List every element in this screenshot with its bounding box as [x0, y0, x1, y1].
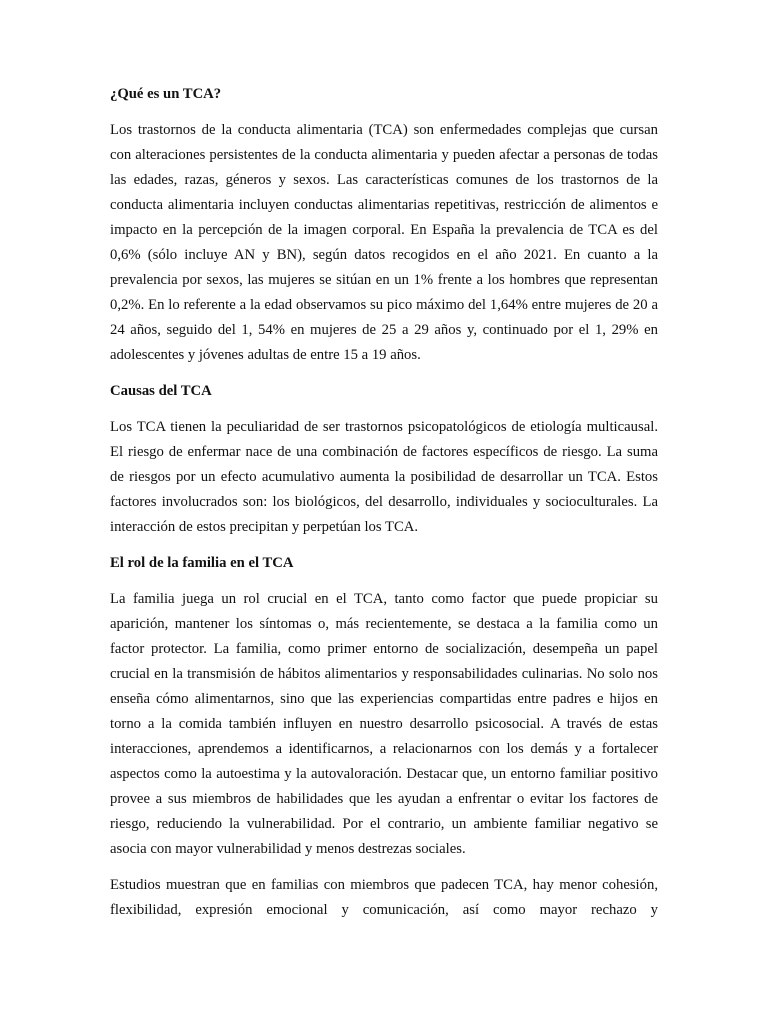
paragraph-estudios: Estudios muestran que en familias con miembros que padecen TCA, hay menor cohesión, flexibilidad, expresión emocional y comunicación, así como mayor rechazo y	[110, 877, 658, 918]
document-page	[110, 82, 658, 934]
paragraph-causas: Los TCA tienen la peculiaridad de ser trastornos psicopatológicos de etiología multicausal. El riesgo de enfermar nace de una combinación de factores específicos de riesgo. La suma de riesgos por un efecto acumulativo aumenta la posibilidad de desarrollar un TCA. Estos factores involucrados son: los biológicos, del desarrollo, individuales y socioculturales. La interacción de estos precipitan y perpetúan los TCA.	[110, 419, 658, 535]
paragraph-que-es-tca: Los trastornos de la conducta alimentaria (TCA) son enfermedades complejas que cursan con alteraciones persistentes de la conducta alimentaria y pueden afectar a personas de todas las edades, razas, géneros y sexos. Las características comunes de los trastornos de la conducta alimentaria incluyen conductas alimentarias repetitivas, restricción de alimentos e impacto en la percepción de la imagen corporal. En España la prevalencia de TCA es del 0,6% (sólo incluye AN y BN), según datos recogidos en el año 2021. En cuanto a la prevalencia por sexos, las mujeres se sitúan en un 1% frente a los hombres que representan 0,2%. En lo referente a la edad observamos su pico máximo del 1,64% entre mujeres de 20 a 24 años, seguido del 1, 54% en mujeres de 25 a 29 años y, continuado por el 1, 29% en adolescentes y jóvenes adultas de entre 15 a 19 años.	[110, 122, 658, 363]
section-heading-que-es-tca: ¿Qué es un TCA?	[110, 86, 222, 102]
section-heading-rol-familia: El rol de la familia en el TCA	[110, 555, 294, 571]
section-heading-causas: Causas del TCA	[110, 383, 212, 399]
paragraph-rol-familia: La familia juega un rol crucial en el TCA, tanto como factor que puede propiciar su aparición, mantener los síntomas o, más recientemente, se destaca a la familia como un factor protector. La familia, como primer entorno de socialización, desempeña un papel crucial en la transmisión de hábitos alimentarios y responsabilidades culinarias. No solo nos enseña cómo alimentarnos, sino que las experiencias compartidas entre padres e hijos en torno a la comida también influyen en nuestro desarrollo psicosocial. A través de estas interacciones, aprendemos a identificarnos, a relacionarnos con los demás y a fortalecer aspectos como la autoestima y la autovaloración. Destacar que, un entorno familiar positivo provee a sus miembros de habilidades que les ayudan a enfrentar o evitar los factores de riesgo, reduciendo la vulnerabilidad. Por el contrario, un ambiente familiar negativo se asocia con mayor vulnerabilidad y menos destrezas sociales.	[110, 591, 658, 857]
